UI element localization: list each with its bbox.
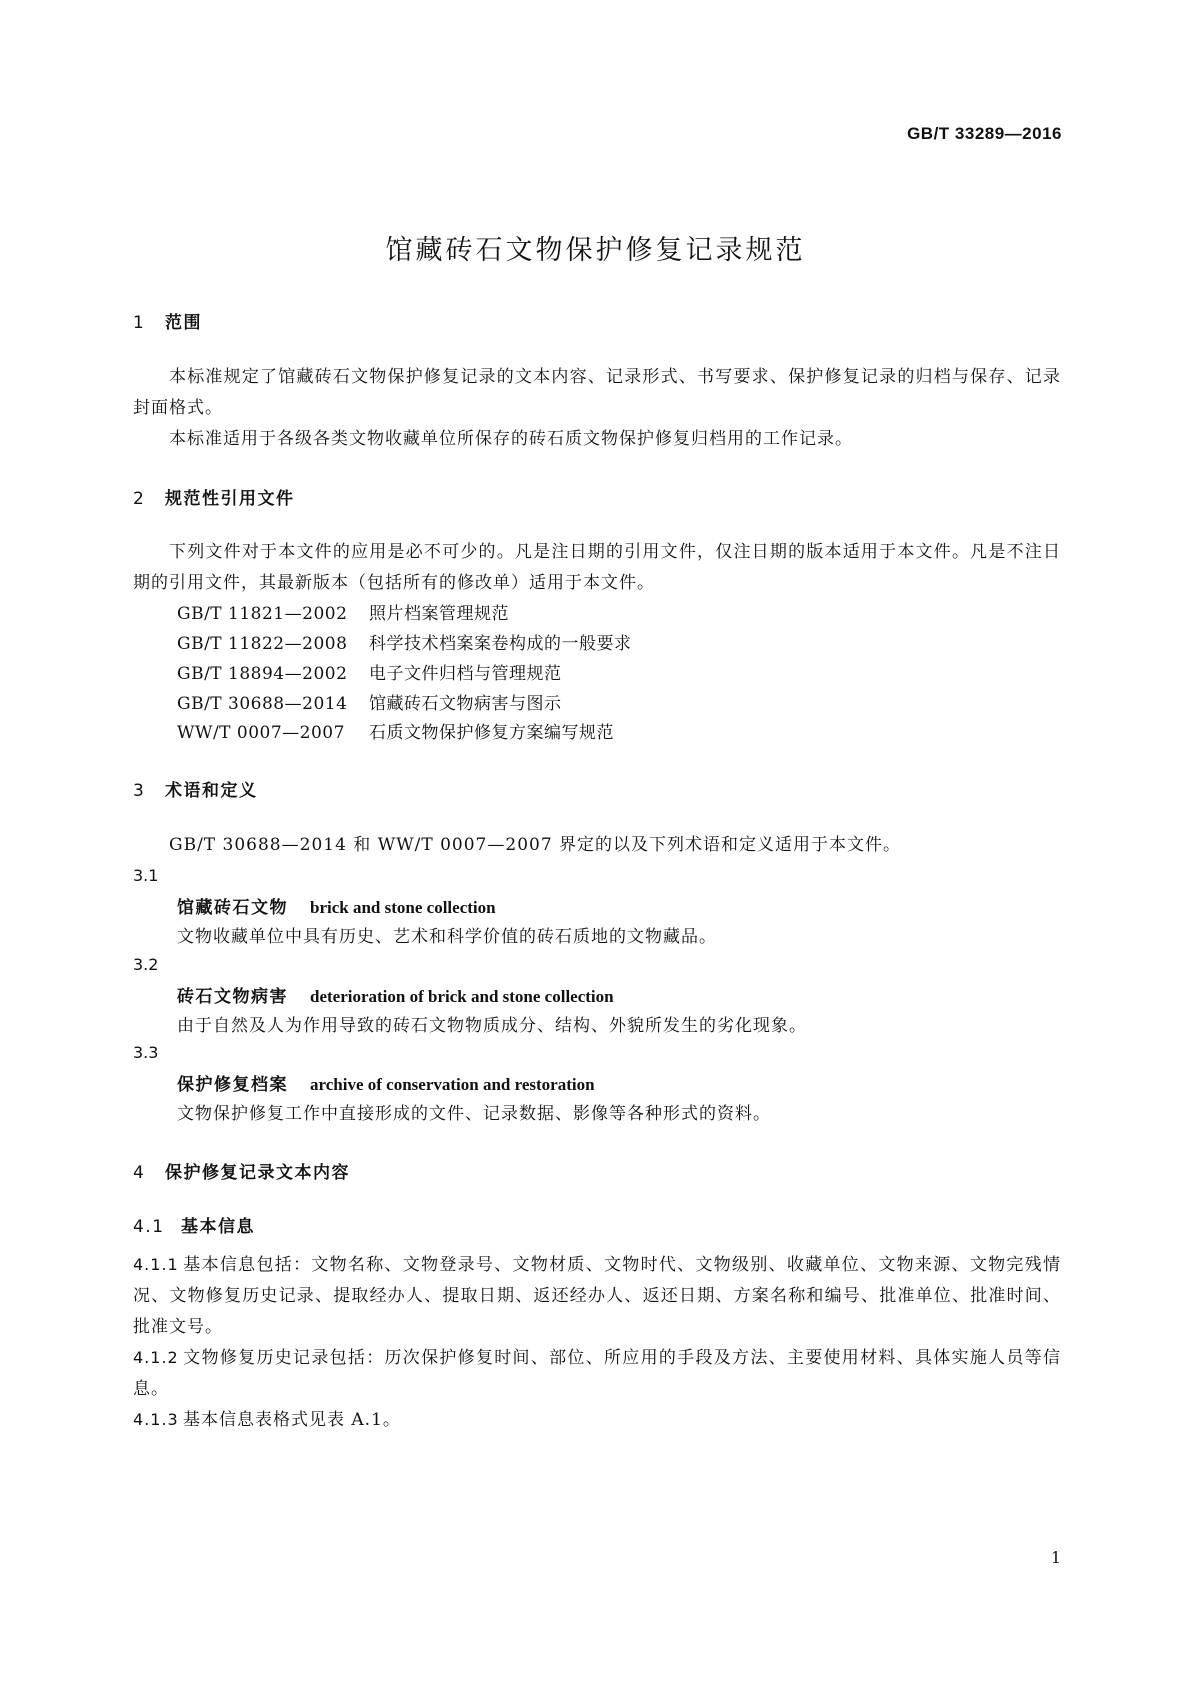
reference-code: GB/T 11822—2008 xyxy=(177,634,348,654)
section-1-paragraph-1: 本标准规定了馆藏砖石文物保护修复记录的文本内容、记录形式、书写要求、保护修复记录的归档与保存、记录封面格式。 xyxy=(133,367,1061,418)
section-2-intro: 下列文件对于本文件的应用是必不可少的。凡是注日期的引用文件，仅注日期的版本适用于本文件。凡是不注日期的引用文件，其最新版本（包括所有的修改单）适用于本文件。 xyxy=(133,542,1061,593)
term-english: deterioration of brick and stone collection xyxy=(310,987,614,1006)
clause-text: 基本信息包括：文物名称、文物登录号、文物材质、文物时代、文物级别、收藏单位、文物来源、文物完残情况、文物修复历史记录、提取经办人、提取日期、返还经办人、返还日期、方案名称和编号、批准单位、批准时间、批准文号。 xyxy=(133,1255,1061,1337)
reference-row xyxy=(177,629,632,654)
term-heading xyxy=(177,982,614,1007)
clause-number: 4.1.3 xyxy=(133,1410,179,1429)
clause-4-1-3 xyxy=(133,1404,1061,1436)
reference-name: 馆藏砖石文物病害与图示 xyxy=(369,694,562,714)
term-number: 3.2 xyxy=(133,955,159,974)
section-number: 1 xyxy=(133,313,146,333)
clause-text: 基本信息表格式见表 A.1。 xyxy=(183,1410,401,1430)
clause-4-1-1 xyxy=(133,1249,1061,1343)
section-3-intro: GB/T 30688—2014 和 WW/T 0007—2007 界定的以及下列术语和定义适用于本文件。 xyxy=(169,835,902,855)
term-english: archive of conservation and restoration xyxy=(310,1075,595,1094)
reference-row xyxy=(177,689,562,714)
section-4-heading xyxy=(133,1158,350,1183)
page-title: 馆藏砖石文物保护修复记录规范 xyxy=(385,235,806,266)
reference-row xyxy=(177,599,509,624)
term-english: brick and stone collection xyxy=(310,898,496,917)
subsection-4-1-heading xyxy=(133,1212,255,1237)
section-2-heading xyxy=(133,484,295,509)
term-chinese: 砖石文物病害 xyxy=(177,987,288,1007)
section-title: 规范性引用文件 xyxy=(165,489,295,509)
reference-name: 照片档案管理规范 xyxy=(369,604,509,624)
reference-code: GB/T 11821—2002 xyxy=(177,604,348,624)
term-number: 3.3 xyxy=(133,1043,159,1062)
term-number: 3.1 xyxy=(133,866,159,885)
clause-text: 文物修复历史记录包括：历次保护修复时间、部位、所应用的手段及方法、主要使用材料、具体实施人员等信息。 xyxy=(133,1348,1061,1399)
term-definition: 由于自然及人为作用导致的砖石文物物质成分、结构、外貌所发生的劣化现象。 xyxy=(177,1016,807,1036)
section-1-paragraph-2: 本标准适用于各级各类文物收藏单位所保存的砖石质文物保护修复归档用的工作记录。 xyxy=(169,429,853,449)
reference-code: WW/T 0007—2007 xyxy=(177,723,345,743)
section-title: 范围 xyxy=(165,313,202,333)
section-number: 4 xyxy=(133,1163,146,1183)
section-title: 术语和定义 xyxy=(165,781,258,801)
term-definition: 文物保护修复工作中直接形成的文件、记录数据、影像等各种形式的资料。 xyxy=(177,1104,771,1124)
term-heading xyxy=(177,1070,595,1095)
reference-row xyxy=(177,659,562,684)
term-heading xyxy=(177,893,496,918)
clause-number: 4.1.2 xyxy=(133,1348,179,1367)
reference-name: 电子文件归档与管理规范 xyxy=(369,664,562,684)
term-definition: 文物收藏单位中具有历史、艺术和科学价值的砖石质地的文物藏品。 xyxy=(177,927,717,947)
section-number: 3 xyxy=(133,781,146,801)
term-chinese: 馆藏砖石文物 xyxy=(177,898,288,918)
section-3-heading xyxy=(133,776,258,801)
reference-name: 科学技术档案案卷构成的一般要求 xyxy=(369,634,632,654)
reference-code: GB/T 18894—2002 xyxy=(177,664,348,684)
subsection-title: 基本信息 xyxy=(181,1217,255,1237)
section-1-heading xyxy=(133,308,202,333)
clause-number: 4.1.1 xyxy=(133,1255,179,1274)
page-number: 1 xyxy=(1050,1548,1061,1567)
reference-code: GB/T 30688—2014 xyxy=(177,694,348,714)
term-chinese: 保护修复档案 xyxy=(177,1075,288,1095)
section-number: 2 xyxy=(133,489,146,509)
clause-4-1-2 xyxy=(133,1342,1061,1405)
standard-code: GB/T 33289—2016 xyxy=(907,124,1062,143)
section-title: 保护修复记录文本内容 xyxy=(165,1163,350,1183)
reference-name: 石质文物保护修复方案编写规范 xyxy=(369,723,614,743)
reference-row xyxy=(177,718,614,743)
subsection-number: 4.1 xyxy=(133,1217,165,1237)
